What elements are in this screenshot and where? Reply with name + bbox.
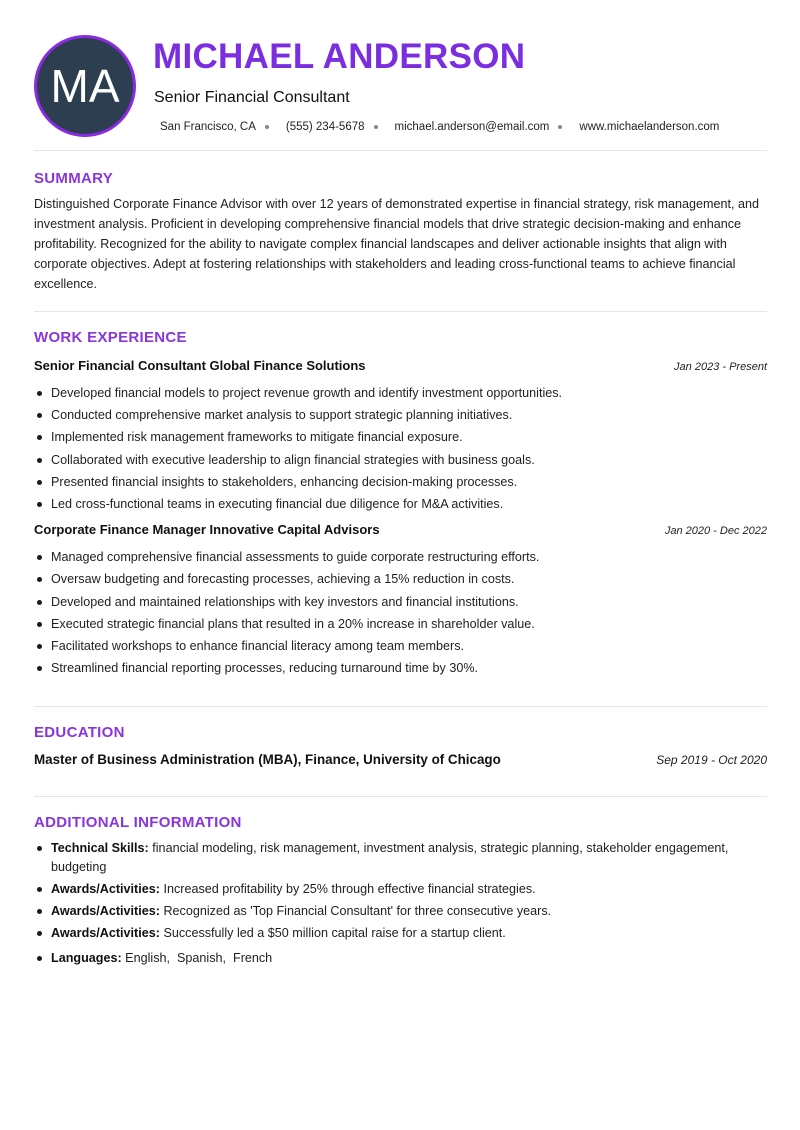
resume-header xyxy=(34,0,767,151)
job-header xyxy=(34,522,767,542)
section-heading-additional: ADDITIONAL INFORMATION xyxy=(34,814,242,831)
section-divider xyxy=(34,311,767,312)
item-label: Languages: xyxy=(51,951,122,965)
list-item: Led cross-functional teams in executing financial due diligence for M&A activities. xyxy=(34,493,767,515)
additional-section xyxy=(34,814,767,971)
section-heading-summary: SUMMARY xyxy=(34,170,114,187)
item-text: Increased profitability by 25% through effective financial strategies. xyxy=(159,882,536,896)
list-item-languages xyxy=(34,949,767,968)
list-item: Developed financial models to project revenue growth and identify investment opportunities. xyxy=(34,382,767,404)
item-text: Recognized as 'Top Financial Consultant' for three consecutive years. xyxy=(159,904,552,918)
avatar xyxy=(34,35,136,137)
list-item: Conducted comprehensive market analysis to support strategic planning initiatives. xyxy=(34,404,767,426)
section-heading-education: EDUCATION xyxy=(34,724,125,741)
item-text: financial modeling, risk management, investment analysis, strategic planning, stakeholder engagement, budgeting xyxy=(51,841,729,874)
list-item: Facilitated workshops to enhance financial literacy among team members. xyxy=(34,635,767,657)
experience-section xyxy=(34,329,767,679)
job-entry xyxy=(34,358,767,515)
list-item: Implemented risk management frameworks to mitigate financial exposure. xyxy=(34,426,767,448)
avatar-initials: MA xyxy=(50,60,120,112)
list-item-award xyxy=(34,902,767,921)
item-label: Awards/Activities: xyxy=(51,882,160,896)
job-dates: Jan 2020 - Dec 2022 xyxy=(664,525,767,538)
section-divider xyxy=(34,796,767,797)
list-item: Managed comprehensive financial assessments to guide corporate restructuring efforts. xyxy=(34,546,767,568)
list-item-award xyxy=(34,924,767,943)
separator-dot-icon xyxy=(558,125,562,129)
job-dates: Jan 2023 - Present xyxy=(674,361,767,373)
separator-dot-icon xyxy=(374,125,378,129)
list-item-technical-skills xyxy=(34,839,767,877)
additional-list xyxy=(34,839,767,968)
job-bullets xyxy=(34,382,767,515)
list-item: Oversaw budgeting and forecasting processes, achieving a 15% reduction in costs. xyxy=(34,568,767,590)
contact-website[interactable]: www.michaelanderson.com xyxy=(579,121,720,133)
section-divider xyxy=(34,706,767,707)
list-item-award xyxy=(34,880,767,899)
job-bullets xyxy=(34,546,767,679)
contact-email[interactable]: michael.anderson@email.com xyxy=(394,121,550,133)
candidate-name: MICHAEL ANDERSON xyxy=(153,37,526,76)
contact-phone[interactable]: (555) 234-5678 xyxy=(285,121,365,133)
list-item: Presented financial insights to stakeholders, enhancing decision-making processes. xyxy=(34,471,767,493)
section-heading-experience: WORK EXPERIENCE xyxy=(34,329,187,346)
list-item: Streamlined financial reporting processes, reducing turnaround time by 30%. xyxy=(34,657,767,679)
candidate-title: Senior Financial Consultant xyxy=(154,89,350,106)
summary-section xyxy=(34,170,767,294)
list-item: Executed strategic financial plans that resulted in a 20% increase in shareholder value. xyxy=(34,613,767,635)
contact-info xyxy=(160,121,719,133)
education-dates: Sep 2019 - Oct 2020 xyxy=(656,753,767,767)
job-title: Senior Financial Consultant Global Finance Solutions xyxy=(34,358,366,373)
item-label: Awards/Activities: xyxy=(51,926,160,940)
separator-dot-icon xyxy=(265,125,269,129)
resume-page xyxy=(34,0,767,965)
item-label: Awards/Activities: xyxy=(51,904,160,918)
education-section xyxy=(34,724,767,767)
contact-location: San Francisco, CA xyxy=(160,121,256,133)
item-label: Technical Skills: xyxy=(51,841,149,855)
job-header xyxy=(34,358,767,378)
job-entry xyxy=(34,522,767,679)
item-text: Successfully led a $50 million capital raise for a startup client. xyxy=(159,926,506,940)
item-text: English, Spanish, French xyxy=(121,951,273,965)
list-item: Developed and maintained relationships with key investors and financial institutions. xyxy=(34,591,767,613)
education-degree: Master of Business Administration (MBA), Finance, University of Chicago xyxy=(34,752,501,767)
job-title: Corporate Finance Manager Innovative Capital Advisors xyxy=(34,522,380,538)
education-entry xyxy=(34,752,767,767)
list-item: Collaborated with executive leadership to align financial strategies with business goals. xyxy=(34,449,767,471)
summary-text: Distinguished Corporate Finance Advisor with over 12 years of demonstrated expertise in financial strategy, risk management, and investment analysis. Proficient in developing comprehensive financial models that drive strategic decision-making and enhance profitability. Recognized for the ability to navigate complex financial landscapes and deliver actionable insights that align with corporate objectives. Adept at fostering relationships with stakeholders and leading cross-functional teams to achieve financial excellence. xyxy=(34,197,759,291)
